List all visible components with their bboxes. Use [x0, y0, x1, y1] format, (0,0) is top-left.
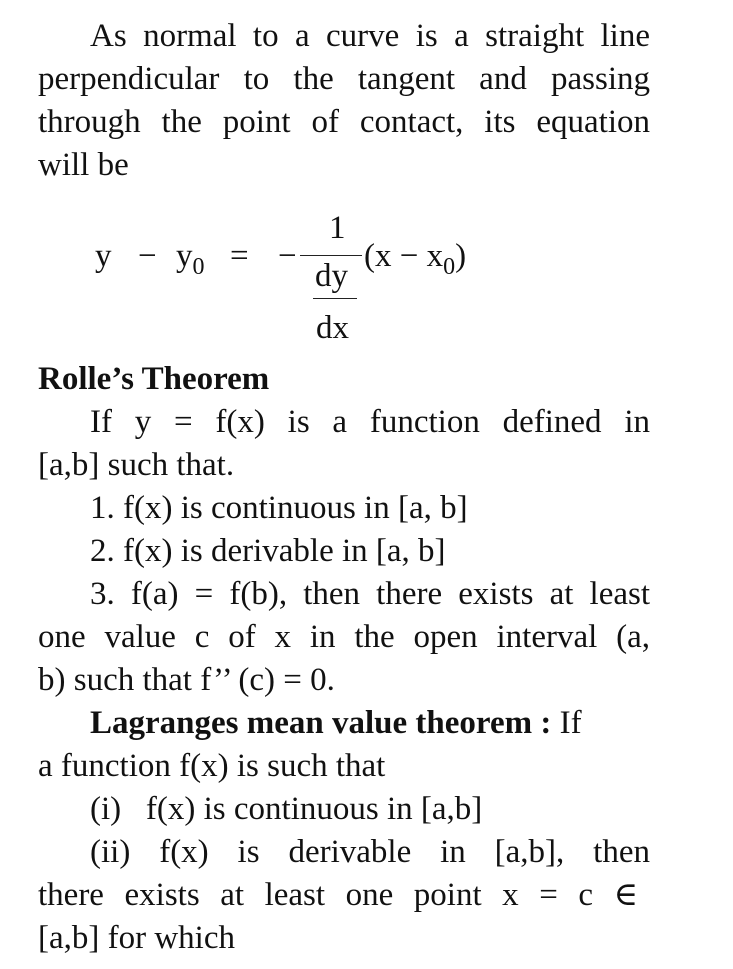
lagrange-condition-2: (ii) f(x) is derivable in [a,b], then	[90, 834, 650, 870]
rolle-heading: Rolle’s Theorem	[38, 361, 270, 397]
lagrange-condition-1: (i) f(x) is continuous in [a,b]	[90, 791, 483, 827]
eq-numerator: 1	[329, 210, 346, 246]
rolle-condition-2: 2. f(x) is derivable in [a, b]	[90, 533, 446, 569]
eq-inner-denominator: dx	[316, 310, 349, 346]
paragraph-line: As normal to a curve is a straight line	[90, 18, 650, 54]
rolle-condition-1: 1. f(x) is continuous in [a, b]	[90, 490, 468, 526]
eq-equals: =	[230, 238, 249, 274]
eq-minus-sign: −	[278, 238, 297, 274]
lagrange-heading: Lagranges mean value theorem :	[90, 705, 552, 741]
paragraph-line: through the point of contact, its equation	[38, 104, 650, 140]
lagrange-continuation: there exists at least one point x = c ∈	[38, 877, 638, 913]
paragraph-line: perpendicular to the tangent and passing	[38, 61, 650, 97]
eq-inner-numerator: dy	[315, 258, 348, 294]
eq-rhs: $(x - x_0)$	[364, 238, 467, 280]
rolle-condition-3: 3. f(a) = f(b), then there exists at least	[90, 576, 650, 612]
rolle-intro-line: [a,b] such that.	[38, 447, 235, 483]
paragraph-line: will be	[38, 147, 129, 183]
rolle-continuation: one value c of x in the open interval (a,	[38, 619, 650, 655]
fraction-bar-inner	[313, 298, 357, 299]
rolle-intro-line: If y = f(x) is a function defined in	[90, 404, 650, 440]
lagrange-continuation: [a,b] for which	[38, 920, 236, 956]
eq-minus: −	[138, 238, 157, 274]
lagrange-intro: a function f(x) is such that	[38, 748, 386, 784]
rolle-continuation: b) such that f’’ (c) = 0.	[38, 662, 335, 698]
eq-y0: $y_0$	[176, 238, 205, 280]
lagrange-heading-line: Lagranges mean value theorem : If	[90, 705, 582, 741]
eq-y: y	[95, 238, 112, 274]
